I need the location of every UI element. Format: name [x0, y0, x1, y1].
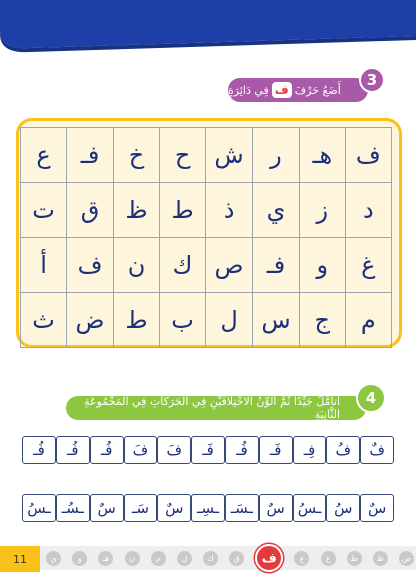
letter-cell[interactable]: د [345, 183, 391, 238]
letter-cell[interactable]: ف [67, 238, 114, 293]
alphabet-letter: ي [46, 551, 61, 566]
letter-grid-row [21, 183, 392, 238]
harakat-box[interactable]: ـسُ [293, 494, 327, 522]
letter-cell[interactable]: ت [21, 183, 67, 238]
letter-cell[interactable]: م [345, 293, 391, 348]
letter-cell[interactable]: ط [160, 183, 206, 238]
letter-grid-row [21, 238, 392, 293]
letter-cell[interactable]: ز [299, 183, 345, 238]
exercise-4-instruction [66, 396, 366, 420]
letter-cell[interactable]: ب [160, 293, 206, 348]
page-number: 11 [0, 546, 40, 572]
harakat-box[interactable]: فِـ [293, 436, 327, 464]
letter-cell[interactable]: ص [206, 238, 253, 293]
letter-cell[interactable]: فـ [67, 128, 114, 183]
harakat-box[interactable]: فُـ [225, 436, 259, 464]
exercise-3-instruction [228, 78, 368, 102]
alphabet-letter: ل [177, 551, 192, 566]
exercise-3-text [228, 82, 341, 98]
letter-cell[interactable]: أ [21, 238, 67, 293]
harakat-box[interactable]: فُـ [90, 436, 124, 464]
letter-cell[interactable]: ل [206, 293, 253, 348]
harakat-box[interactable]: فَـ [191, 436, 225, 464]
letter-grid [20, 127, 392, 348]
harakat-row-1 [22, 436, 394, 464]
harakat-box[interactable]: فَ [157, 436, 191, 464]
letter-cell[interactable]: ح [160, 128, 206, 183]
harakat-box[interactable]: فٌ [360, 436, 394, 464]
letter-cell[interactable]: ذ [206, 183, 253, 238]
letter-cell[interactable]: ف [345, 128, 391, 183]
exercise-3-number-badge: 3 [359, 67, 385, 93]
letter-cell[interactable]: فـ [253, 238, 300, 293]
harakat-box[interactable]: فَـ [259, 436, 293, 464]
letter-cell[interactable]: ن [114, 238, 160, 293]
letter-cell[interactable]: ي [253, 183, 300, 238]
alphabet-active-letter [255, 544, 283, 572]
letter-cell[interactable]: ظ [114, 183, 160, 238]
harakat-box[interactable]: سٌ [157, 494, 191, 522]
harakat-box[interactable]: ـسُ [22, 494, 56, 522]
letter-cell[interactable]: ق [67, 183, 114, 238]
alphabet-letter: ن [125, 551, 140, 566]
harakat-box[interactable]: سٌ [360, 494, 394, 522]
alphabet-letter: ق [229, 551, 244, 566]
target-letter-badge: ف [272, 82, 292, 98]
letter-cell[interactable]: خ [114, 128, 160, 183]
instruction-text-part: فِي دَائِرَةٍ [228, 83, 269, 97]
letter-cell[interactable]: ث [21, 293, 67, 348]
alphabet-letter: ع [294, 551, 309, 566]
harakat-box[interactable]: فُـ [22, 436, 56, 464]
harakat-box[interactable]: سَـ [124, 494, 158, 522]
alphabet-letter: ط [347, 551, 362, 566]
alphabet-letter: ظ [373, 551, 388, 566]
harakat-box[interactable]: سُ [326, 494, 360, 522]
alphabet-letter: و [72, 551, 87, 566]
letter-cell[interactable]: ك [160, 238, 206, 293]
exercise-4-text: أَتأَمَّلُ جَيِّدًا ثُمَّ أُلَوِّنُ الاخْتِلافَيْنِ فِي الْحَرَكَاتِ فِي الْمَجْمُوعَةِ الثَّانِيَةِ [84, 395, 340, 421]
letter-cell[interactable]: هـ [299, 128, 345, 183]
alphabet-letter: غ [321, 551, 336, 566]
letter-cell[interactable]: و [299, 238, 345, 293]
letter-cell[interactable]: ر [253, 128, 300, 183]
alphabet-active-letter-label: ف [255, 544, 283, 572]
letter-cell[interactable]: س [253, 293, 300, 348]
alphabet-letter: ك [203, 551, 218, 566]
alphabet-letter: م [151, 551, 166, 566]
letter-grid-row [21, 128, 392, 183]
harakat-row-2 [22, 494, 394, 522]
letter-cell[interactable]: ش [206, 128, 253, 183]
harakat-box[interactable]: ـسَـ [225, 494, 259, 522]
letter-cell[interactable]: غ [345, 238, 391, 293]
harakat-box[interactable]: فَ [124, 436, 158, 464]
header-banner [0, 0, 416, 60]
exercise-4-number-badge: 4 [356, 383, 386, 413]
letter-cell[interactable]: ط [114, 293, 160, 348]
harakat-box[interactable]: ـسُـ [56, 494, 90, 522]
letter-cell[interactable]: ع [21, 128, 67, 183]
letter-cell[interactable]: ض [67, 293, 114, 348]
alphabet-strip [46, 549, 414, 567]
letter-grid-row [21, 293, 392, 348]
harakat-box[interactable]: ـسِـ [191, 494, 225, 522]
harakat-box[interactable]: فُ [326, 436, 360, 464]
alphabet-letter: هـ [98, 551, 113, 566]
harakat-box[interactable]: سٌ [90, 494, 124, 522]
letter-cell[interactable]: ج [299, 293, 345, 348]
instruction-text-part: أَضَعُ حَرْفَ [294, 83, 341, 97]
alphabet-letter: ص [399, 551, 414, 566]
harakat-box[interactable]: سٌ [259, 494, 293, 522]
harakat-box[interactable]: فُـ [56, 436, 90, 464]
